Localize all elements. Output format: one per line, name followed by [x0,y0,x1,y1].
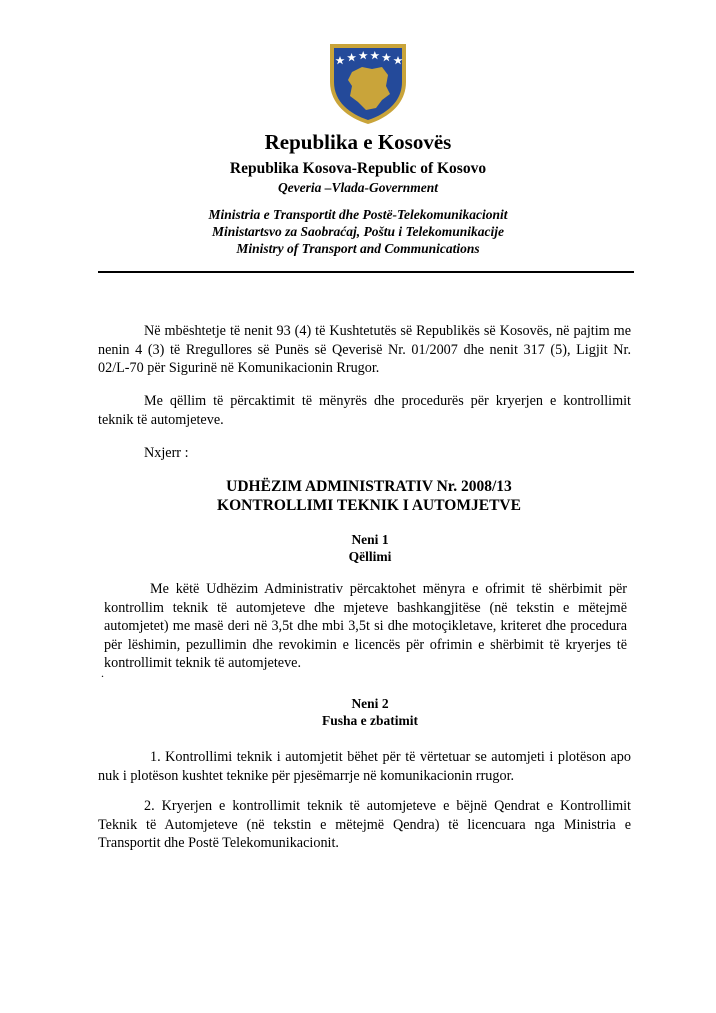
article-1-number: Neni 1 [351,532,389,547]
country-title: Republika e Kosovës [264,130,452,154]
issues-line: Nxjerr : [144,445,189,461]
article-2-point-1 [98,748,631,785]
header-divider [98,271,634,273]
article-1-text: Me këtë Udhëzim Administrativ përcaktohet mënyra e ofrimit të shërbimit për kontrollim teknik të automjeteve dhe mjeteve bashkangjitëse (në tekstin e mëtejmë automjetet) me masë deri në 3,5t dhe mbi 3,5t si dhe motoçikletave, kriteret dhe procedura për lëshimin, pezullimin dhe revokimin e licencës për ofrimin e shërbimit të kryerjes të kontrollimit teknik të automjeteve. [104,581,627,671]
preamble-paragraph-1: Në mbështetje të nenit 93 (4) të Kushtetutës së Republikës së Kosovës, në pajtim me nenin 4 (3) të Rregullores së Punës së Qeverisë Nr. 01/2007 dhe nenit 317 (5), Ligjit Nr. 02/L-70 për Sigurinë në Komunikacionin Rrugor. [98,323,631,376]
article-2-number: Neni 2 [351,696,389,711]
ministry-name-serbian: Ministartsvo za Saobraćaj, Poštu i Telekomunikacije [211,224,505,239]
kosovo-coat-of-arms [326,42,410,126]
article-2-point-1-text: 1. Kontrollimi teknik i automjetit bëhet për të vërtetuar se automjeti i plotëson apo nuk i plotëson kushtet teknike për pjesëmarrje në komunikacionin rrugor. [98,749,631,784]
document-subject: KONTROLLIMI TEKNIK I AUTOMJETVE [217,497,521,514]
country-subtitle: Republika Kosova-Republic of Kosovo [229,160,487,177]
stray-mark: . [101,666,104,680]
document-title: UDHËZIM ADMINISTRATIV Nr. 2008/13 [226,478,512,495]
ministry-name-english: Ministry of Transport and Communications [236,241,480,256]
article-1-heading: Qëllimi [348,549,392,564]
ministry-name-albanian: Ministria e Transportit dhe Postë-Telekomunikacionit [208,207,508,222]
preamble-paragraph-2: Me qëllim të përcaktimit të mënyrës dhe procedurës për kryerjen e kontrollimit teknik të automjeteve. [98,393,631,428]
article-2-heading: Fusha e zbatimit [322,713,418,728]
government-line: Qeveria –Vlada-Government [277,180,439,195]
article-2-point-2: 2. Kryerjen e kontrollimit teknik të automjeteve e bëjnë Qendrat e Kontrollimit Teknik të Automjeteve (në tekstin e mëtejmë Qendra) të licencuara nga Ministria e Transportit dhe Postë Telekomunikacionit. [98,798,631,851]
